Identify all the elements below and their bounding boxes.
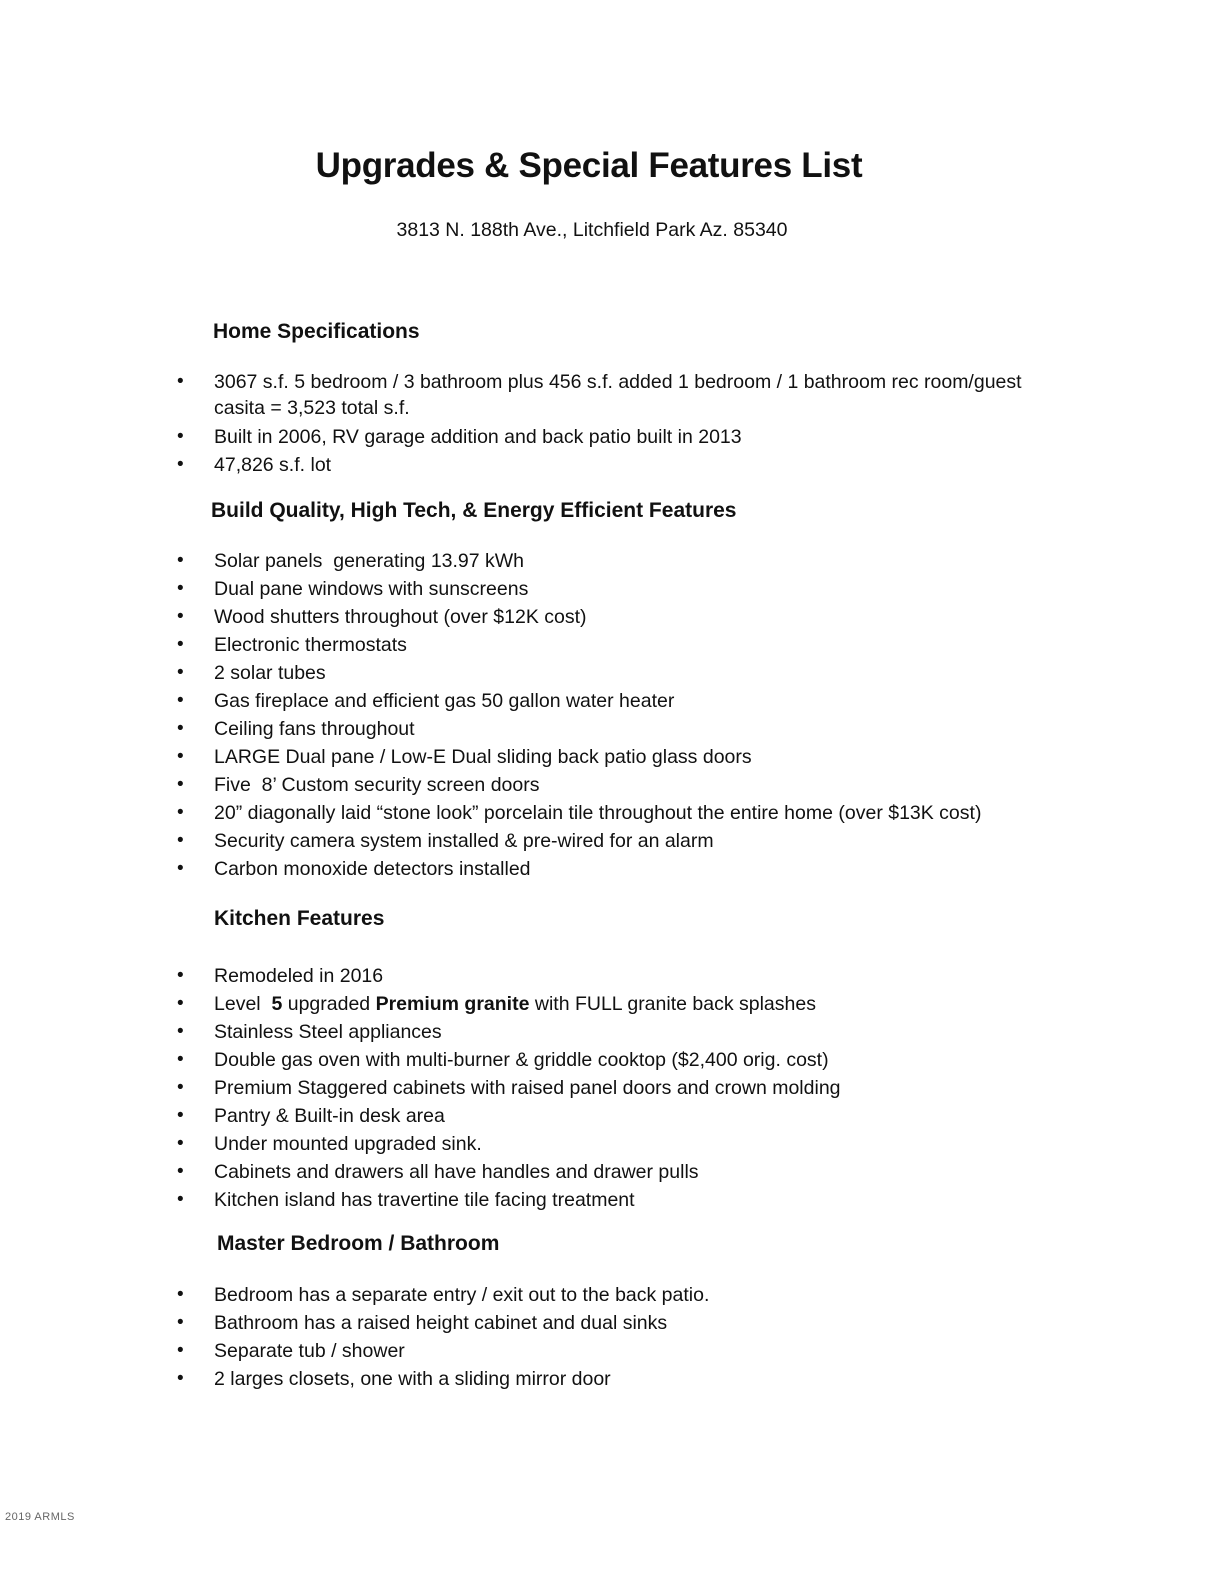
bullet-icon: • [177,830,184,851]
bullet-icon: • [177,1021,184,1042]
list-item: • Gas fireplace and efficient gas 50 gallon water heater [0,687,1074,715]
list-item: • Electronic thermostats [0,631,1074,659]
home-specifications-list [0,369,1074,479]
list-item: • 47,826 s.f. lot [0,451,1074,479]
list-item: • Remodeled in 2016 [0,962,1074,990]
section-heading-master-bedroom-bathroom: Master Bedroom / Bathroom [217,1232,500,1255]
list-item: • Level 5 upgraded Premium granite with FULL granite back splashes [0,990,1074,1018]
section-heading-home-specifications: Home Specifications [213,320,420,343]
list-item: • Bathroom has a raised height cabinet and dual sinks [0,1309,1074,1337]
list-item: • 3067 s.f. 5 bedroom / 3 bathroom plus 456 s.f. added 1 bedroom / 1 bathroom rec room/guest casita = 3,523 total s.f. [177,371,1022,419]
list-item: • Stainless Steel appliances [0,1018,1074,1046]
list-item: • Cabinets and drawers all have handles and drawer pulls [0,1158,1074,1186]
bullet-icon: • [177,1312,184,1333]
bullet-icon: • [177,454,184,475]
list-item: • Pantry & Built-in desk area [0,1102,1074,1130]
list-item: • Double gas oven with multi-burner & griddle cooktop ($2,400 orig. cost) [0,1046,1074,1074]
bullet-icon: • [177,1105,184,1126]
bullet-icon: • [177,550,184,571]
bullet-icon: • [177,1049,184,1070]
list-item: • Kitchen island has travertine tile facing treatment [0,1186,1074,1214]
bullet-icon: • [177,634,184,655]
bullet-icon: • [177,690,184,711]
list-item: • Premium Staggered cabinets with raised panel doors and crown molding [0,1074,1074,1102]
bullet-icon: • [177,718,184,739]
bullet-icon: • [177,1284,184,1305]
list-item: • Dual pane windows with sunscreens [0,575,1074,603]
list-item: • Solar panels generating 13.97 kWh [0,547,1074,575]
list-item: • Ceiling fans throughout [0,715,1074,743]
build-quality-list [0,547,1074,883]
list-item: • Built in 2006, RV garage addition and back patio built in 2013 [0,423,1074,451]
list-item: • 2 larges closets, one with a sliding mirror door [0,1365,1074,1393]
property-address: 3813 N. 188th Ave., Litchfield Park Az. 85340 [396,219,788,241]
bullet-icon: • [177,802,184,823]
bullet-icon: • [177,606,184,627]
list-item: • 2 solar tubes [0,659,1074,687]
section-heading-kitchen-features: Kitchen Features [214,907,385,930]
kitchen-features-list [0,962,1074,1214]
bullet-icon: • [177,1189,184,1210]
bullet-icon: • [177,1077,184,1098]
bullet-icon: • [177,578,184,599]
page-title: Upgrades & Special Features List [315,146,863,185]
list-item: • Wood shutters throughout (over $12K cost) [0,603,1074,631]
list-item: • Five 8’ Custom security screen doors [0,771,1074,799]
list-item: • Carbon monoxide detectors installed [0,855,1074,883]
bullet-icon: • [177,371,184,392]
list-item: • Security camera system installed & pre-wired for an alarm [0,827,1074,855]
bullet-icon: • [177,746,184,767]
bullet-icon: • [177,1161,184,1182]
copyright-watermark: 2019 ARMLS [5,1511,75,1523]
section-heading-build-quality: Build Quality, High Tech, & Energy Efficient Features [211,499,737,522]
bullet-icon: • [177,774,184,795]
list-item: • Under mounted upgraded sink. [0,1130,1074,1158]
bullet-icon: • [177,965,184,986]
bullet-icon: • [177,1133,184,1154]
list-item: • Separate tub / shower [0,1337,1074,1365]
list-item: • 20” diagonally laid “stone look” porcelain tile throughout the entire home (over $13K cost) [0,799,1074,827]
bullet-icon: • [177,858,184,879]
bullet-icon: • [177,1368,184,1389]
list-item: • Bedroom has a separate entry / exit out to the back patio. [0,1281,1074,1309]
bullet-icon: • [177,662,184,683]
bullet-icon: • [177,426,184,447]
list-item: • LARGE Dual pane / Low-E Dual sliding back patio glass doors [0,743,1074,771]
bullet-icon: • [177,993,184,1014]
master-bedroom-list [0,1281,1074,1393]
bullet-icon: • [177,1340,184,1361]
